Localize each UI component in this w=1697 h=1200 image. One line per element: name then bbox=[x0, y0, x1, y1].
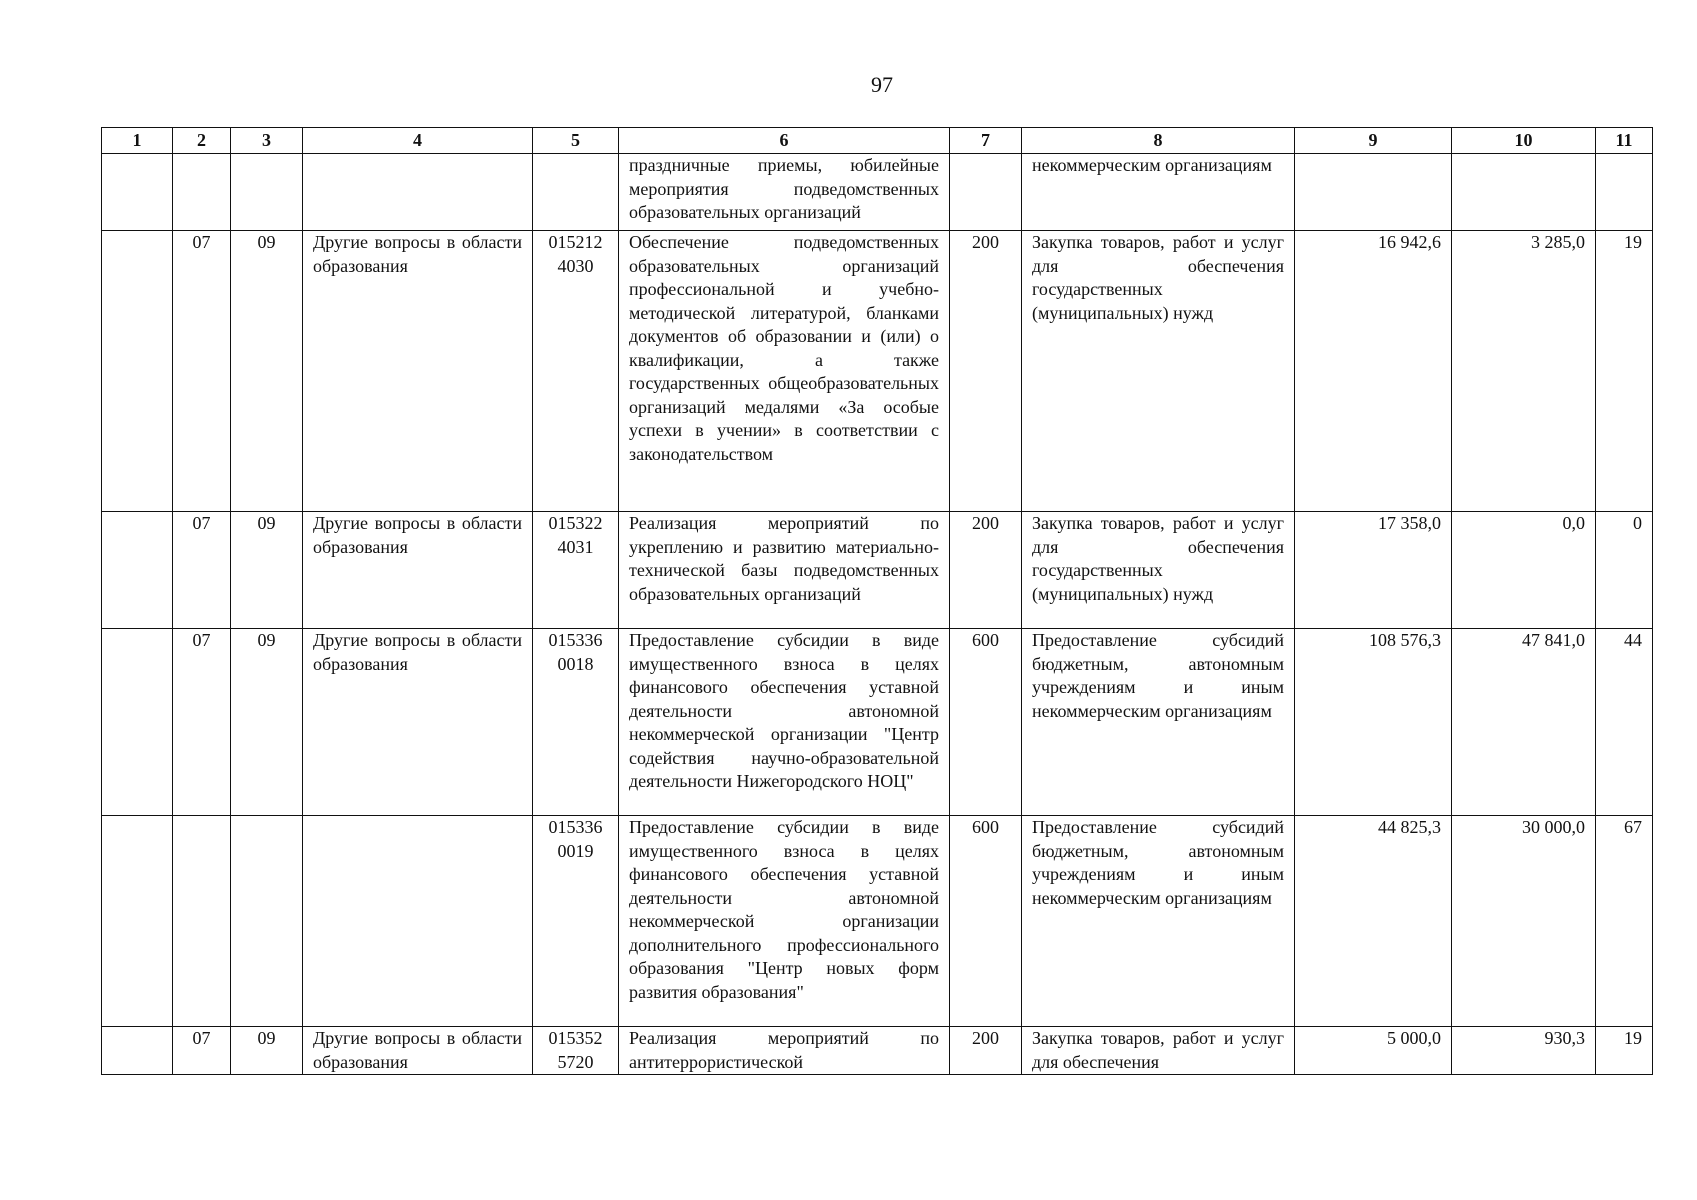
cell-section: 07 bbox=[173, 629, 231, 816]
cell-c1 bbox=[102, 154, 173, 231]
cell-target-name: Предоставление субсидии в виде имущественного взноса в целях финансового обеспечения уставной деятельности автономной некоммерческой организации "Центр содействия научно-образовательной деятельности Нижегородского НОЦ" bbox=[619, 629, 950, 816]
cell-section-name: Другие вопросы в области образования bbox=[303, 1027, 533, 1075]
cell-expense-name: Предоставление субсидий бюджетным, автономным учреждениям и иным некоммерческим организациям bbox=[1022, 629, 1295, 816]
cell-subsection: 09 bbox=[231, 231, 303, 512]
cell-amount-planned bbox=[1295, 154, 1452, 231]
table-row bbox=[102, 816, 1653, 1027]
cell-expense-type: 200 bbox=[950, 1027, 1022, 1075]
cell-target-code: 015212 4030 bbox=[533, 231, 619, 512]
header-row bbox=[102, 128, 1653, 154]
cell-expense-type: 600 bbox=[950, 816, 1022, 1027]
cell-target-name: Обеспечение подведомственных образовательных организаций профессиональной и учебно-методической литературой, бланками документов об образовании и (или) о квалификации, а также государственных общеобразовательных организаций медалями «За особые успехи в учении» в соответствии с законодательством bbox=[619, 231, 950, 512]
cell-c1 bbox=[102, 816, 173, 1027]
cell-target-code: 015322 4031 bbox=[533, 512, 619, 629]
table-row bbox=[102, 154, 1653, 231]
cell-target-code: 015336 0019 bbox=[533, 816, 619, 1027]
cell-amount-executed: 0,0 bbox=[1452, 512, 1596, 629]
cell-percent: 0 bbox=[1596, 512, 1653, 629]
cell-expense-name: Закупка товаров, работ и услуг для обеспечения bbox=[1022, 1027, 1295, 1075]
cell-section bbox=[173, 154, 231, 231]
budget-table bbox=[101, 127, 1653, 1075]
cell-expense-name: Закупка товаров, работ и услуг для обеспечения государственных (муниципальных) нужд bbox=[1022, 512, 1295, 629]
cell-amount-executed: 3 285,0 bbox=[1452, 231, 1596, 512]
column-header: 5 bbox=[533, 128, 619, 154]
page-number: 97 bbox=[871, 72, 893, 97]
column-header: 1 bbox=[102, 128, 173, 154]
table-row bbox=[102, 512, 1653, 629]
cell-section: 07 bbox=[173, 1027, 231, 1075]
cell-target-code bbox=[533, 154, 619, 231]
cell-c1 bbox=[102, 512, 173, 629]
cell-target-name: праздничные приемы, юбилейные мероприятия подведомственных образовательных организаций bbox=[619, 154, 950, 231]
cell-amount-planned: 5 000,0 bbox=[1295, 1027, 1452, 1075]
cell-section-name: Другие вопросы в области образования bbox=[303, 231, 533, 512]
cell-expense-name: некоммерческим организациям bbox=[1022, 154, 1295, 231]
column-header: 2 bbox=[173, 128, 231, 154]
cell-c1 bbox=[102, 1027, 173, 1075]
cell-amount-executed bbox=[1452, 154, 1596, 231]
table-row bbox=[102, 231, 1653, 512]
cell-subsection bbox=[231, 816, 303, 1027]
cell-target-code: 015352 5720 bbox=[533, 1027, 619, 1075]
cell-amount-executed: 930,3 bbox=[1452, 1027, 1596, 1075]
cell-subsection: 09 bbox=[231, 1027, 303, 1075]
cell-percent: 19 bbox=[1596, 1027, 1653, 1075]
cell-amount-planned: 16 942,6 bbox=[1295, 231, 1452, 512]
cell-percent: 44 bbox=[1596, 629, 1653, 816]
cell-section: 07 bbox=[173, 231, 231, 512]
cell-expense-type: 200 bbox=[950, 512, 1022, 629]
cell-subsection bbox=[231, 154, 303, 231]
column-header: 3 bbox=[231, 128, 303, 154]
cell-c1 bbox=[102, 629, 173, 816]
cell-percent: 67 bbox=[1596, 816, 1653, 1027]
cell-amount-planned: 108 576,3 bbox=[1295, 629, 1452, 816]
cell-expense-name: Предоставление субсидий бюджетным, автономным учреждениям и иным некоммерческим организациям bbox=[1022, 816, 1295, 1027]
cell-subsection: 09 bbox=[231, 512, 303, 629]
cell-target-name: Реализация мероприятий по антитеррористической bbox=[619, 1027, 950, 1075]
cell-target-code: 015336 0018 bbox=[533, 629, 619, 816]
cell-section-name bbox=[303, 816, 533, 1027]
table-row bbox=[102, 629, 1653, 816]
cell-percent: 19 bbox=[1596, 231, 1653, 512]
cell-section-name: Другие вопросы в области образования bbox=[303, 512, 533, 629]
column-header: 4 bbox=[303, 128, 533, 154]
cell-amount-planned: 44 825,3 bbox=[1295, 816, 1452, 1027]
cell-expense-type bbox=[950, 154, 1022, 231]
column-header: 8 bbox=[1022, 128, 1295, 154]
cell-c1 bbox=[102, 231, 173, 512]
cell-percent bbox=[1596, 154, 1653, 231]
column-header: 7 bbox=[950, 128, 1022, 154]
column-header: 11 bbox=[1596, 128, 1653, 154]
cell-expense-type: 600 bbox=[950, 629, 1022, 816]
cell-amount-planned: 17 358,0 bbox=[1295, 512, 1452, 629]
column-header: 6 bbox=[619, 128, 950, 154]
cell-target-name: Реализация мероприятий по укреплению и развитию материально-технической базы подведомственных образовательных организаций bbox=[619, 512, 950, 629]
cell-amount-executed: 47 841,0 bbox=[1452, 629, 1596, 816]
cell-amount-executed: 30 000,0 bbox=[1452, 816, 1596, 1027]
cell-expense-type: 200 bbox=[950, 231, 1022, 512]
cell-section bbox=[173, 816, 231, 1027]
cell-section-name: Другие вопросы в области образования bbox=[303, 629, 533, 816]
cell-section-name bbox=[303, 154, 533, 231]
table-row bbox=[102, 1027, 1653, 1075]
cell-section: 07 bbox=[173, 512, 231, 629]
cell-subsection: 09 bbox=[231, 629, 303, 816]
column-header: 10 bbox=[1452, 128, 1596, 154]
cell-expense-name: Закупка товаров, работ и услуг для обеспечения государственных (муниципальных) нужд bbox=[1022, 231, 1295, 512]
cell-target-name: Предоставление субсидии в виде имущественного взноса в целях финансового обеспечения уставной деятельности автономной некоммерческой организации дополнительного профессионального образования "Центр новых форм развития образования" bbox=[619, 816, 950, 1027]
column-header: 9 bbox=[1295, 128, 1452, 154]
